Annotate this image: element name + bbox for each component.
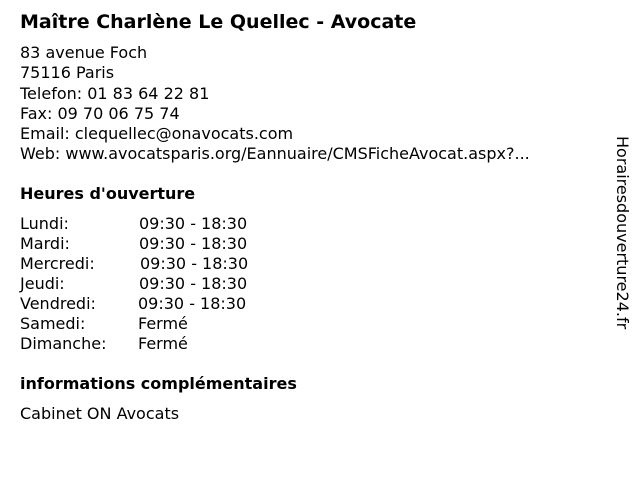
hours-value: 09:30 - 18:30	[140, 254, 249, 273]
site-watermark: Horairesdouverture24.fr	[613, 136, 632, 330]
day-label: Jeudi:	[20, 274, 65, 293]
day-label: Lundi:	[20, 214, 69, 233]
day-label: Mardi:	[20, 234, 70, 253]
day-label: Samedi:	[20, 314, 86, 333]
hours-row-friday	[20, 294, 280, 314]
hours-value: 09:30 - 18:30	[139, 274, 248, 293]
hours-value: 09:30 - 18:30	[138, 294, 247, 313]
email-link[interactable]: Email: clequellec@onavocats.com	[20, 124, 294, 143]
address-line-2: 75116 Paris	[20, 63, 115, 82]
hours-row-saturday	[20, 314, 280, 334]
fax-number: Fax: 09 70 06 75 74	[20, 104, 180, 123]
hours-row-monday	[20, 214, 280, 234]
hours-value: Fermé	[138, 334, 188, 353]
hours-row-thursday	[20, 274, 280, 294]
additional-info-text: Cabinet ON Avocats	[20, 404, 180, 423]
hours-row-sunday	[20, 334, 280, 354]
address-line-1: 83 avenue Foch	[20, 43, 148, 62]
day-label: Mercredi:	[20, 254, 95, 273]
opening-hours-heading: Heures d'ouverture	[20, 184, 196, 203]
hours-value: Fermé	[138, 314, 188, 333]
business-title: Maître Charlène Le Quellec - Avocate	[20, 11, 417, 33]
additional-info-heading: informations complémentaires	[20, 374, 297, 393]
hours-row-tuesday	[20, 234, 280, 254]
hours-value: 09:30 - 18:30	[139, 234, 248, 253]
website-link[interactable]: Web: www.avocatsparis.org/Eannuaire/CMSFicheAvocat.aspx?...	[20, 144, 530, 163]
phone-number[interactable]: Telefon: 01 83 64 22 81	[20, 84, 210, 103]
day-label: Vendredi:	[20, 294, 96, 313]
day-label: Dimanche:	[20, 334, 107, 353]
hours-row-wednesday	[20, 254, 280, 274]
hours-value: 09:30 - 18:30	[139, 214, 248, 233]
